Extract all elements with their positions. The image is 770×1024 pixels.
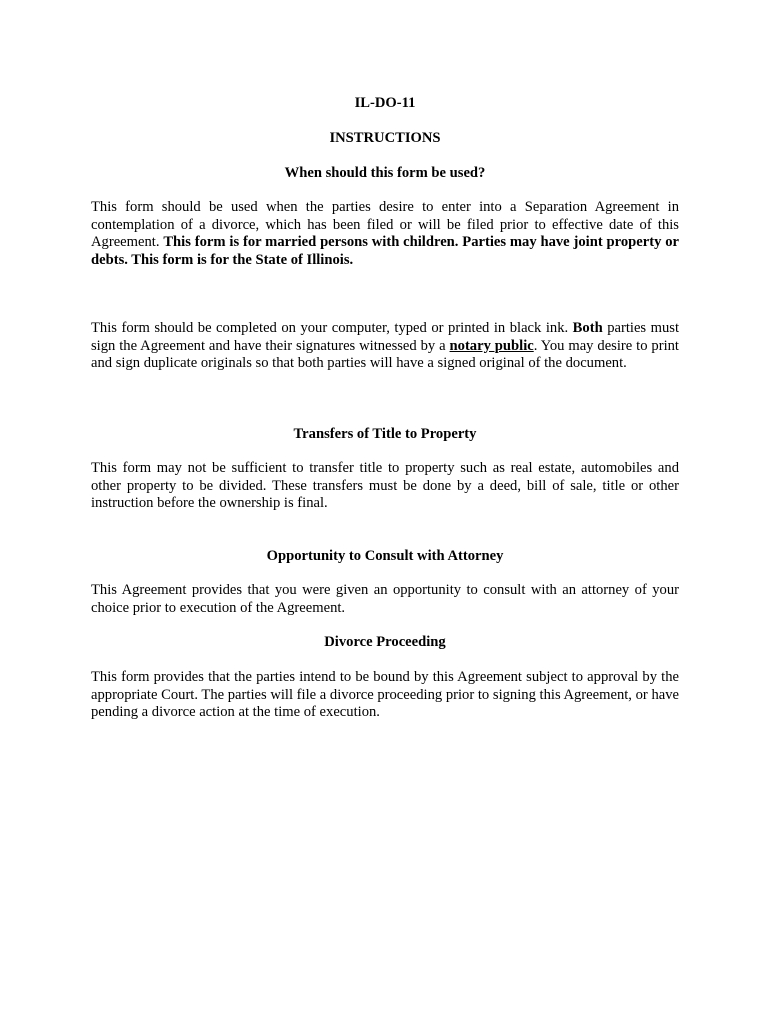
transfers-paragraph: This form may not be sufficient to transfer title to property such as real estate, automobiles and other property to be divided. These transfers must be done by a deed, bill of sale, title or other instruction before the ownership is final. — [91, 460, 679, 512]
completion-text-a: This form should be completed on your computer, typed or printed in black ink. — [91, 320, 573, 336]
when-used-text: This form should be used when the parties desire to enter into a Separation Agreement in contemplation of a divorce, which has been filed or will be filed prior to effective date of this Agreement. — [91, 199, 679, 251]
completion-text-c: . You may desire to print and sign duplicate originals so that both parties will have a signed original of the document. — [91, 337, 679, 372]
completion-text-b: parties must sign the Agreement and have their signatures witnessed by a — [91, 320, 679, 354]
transfers-heading: Transfers of Title to Property — [293, 426, 477, 442]
divorce-paragraph: This form provides that the parties intend to be bound by this Agreement subject to approval by the appropriate Court. The parties will file a divorce proceeding prior to signing this Agreement, or have pending a divorce action at the time of execution. — [91, 669, 679, 721]
attorney-paragraph: This Agreement provides that you were given an opportunity to consult with an attorney of your choice prior to execution of the Agreement. — [91, 582, 679, 616]
notary-public-link[interactable]: notary public — [449, 337, 534, 354]
attorney-heading: Opportunity to Consult with Attorney — [266, 548, 504, 564]
when-used-bold-text: This form is for married persons with children. Parties may have joint property or debts. This form is for the State of Illinois. — [91, 234, 679, 268]
instructions-heading: INSTRUCTIONS — [329, 130, 441, 146]
form-code: IL-DO-11 — [354, 95, 416, 111]
document-page — [91, 0, 679, 1024]
divorce-heading: Divorce Proceeding — [324, 634, 446, 650]
when-used-paragraph — [91, 199, 679, 269]
completion-paragraph — [91, 320, 679, 373]
completion-both: Both — [572, 320, 603, 336]
when-used-heading: When should this form be used? — [284, 165, 486, 181]
